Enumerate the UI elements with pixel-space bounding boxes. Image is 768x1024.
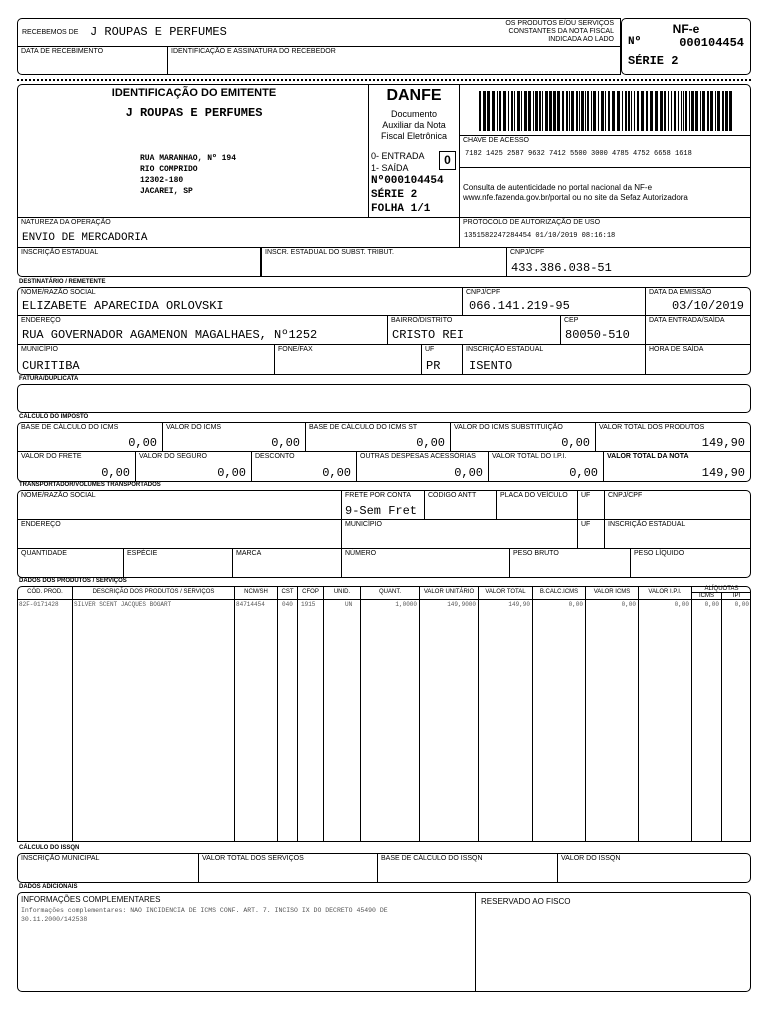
th-valor-total: VALOR TOTAL <box>485 589 526 595</box>
icms-value: 0,00 <box>271 436 300 450</box>
im-label: INSCRIÇÃO MUNICIPAL <box>21 855 100 862</box>
cut-line <box>17 79 751 81</box>
barcode-bar <box>539 91 541 131</box>
info-label: INFORMAÇÕES COMPLEMENTARES <box>21 895 161 904</box>
protocolo-value: 1351582247284454 01/10/2019 08:16:18 <box>464 232 616 240</box>
emissao-value: 03/10/2019 <box>671 299 744 313</box>
col-divider <box>721 592 722 842</box>
numero-prefix: Nº <box>628 36 642 48</box>
uf-value: PR <box>426 359 441 373</box>
barcode-bar <box>668 91 669 131</box>
th-ncm: NCM/SH <box>244 589 268 595</box>
produtos-table <box>17 586 751 842</box>
emitente-cnpj-label: CNPJ/CPF <box>510 249 545 256</box>
total-nota-label: VALOR TOTAL DA NOTA <box>607 453 689 460</box>
desconto-label: DESCONTO <box>255 453 295 460</box>
barcode-bar <box>492 91 495 131</box>
barcode-bar <box>545 91 548 131</box>
danfe-numero: Nº000104454 <box>371 175 444 187</box>
col-divider <box>638 586 639 842</box>
transp-nome-field <box>17 490 342 520</box>
col-divider <box>72 586 73 842</box>
desconto-value: 0,00 <box>322 466 351 480</box>
barcode-bar <box>528 91 531 131</box>
bc-icms-value: 0,00 <box>128 436 157 450</box>
issqn-section: CÁLCULO DO ISSQN <box>19 845 80 851</box>
frete-conta-field <box>341 490 425 520</box>
barcode-bar <box>605 91 606 131</box>
barcode-bar <box>660 91 663 131</box>
total-produtos-label: VALOR TOTAL DOS PRODUTOS <box>599 424 705 431</box>
barcode-bar <box>655 91 658 131</box>
barcode-bar <box>549 91 552 131</box>
barcode-bar <box>587 91 589 131</box>
info-line2: 30.11.2000/142538 <box>21 916 88 923</box>
especie-field <box>123 548 233 578</box>
barcode-bar <box>593 91 596 131</box>
consulta-box <box>459 167 751 218</box>
barcode-bar <box>717 91 720 131</box>
ipi-field <box>488 451 604 482</box>
bairro-label: BAIRRO/DISTRITO <box>391 317 453 324</box>
col-divider <box>297 586 298 842</box>
danfe-box <box>368 84 460 218</box>
total-produtos-field <box>595 422 751 452</box>
info-line1: Informações complementares: NAO INCIDENCIA DE ICMS CONF. ART. 7. INCISO IX DO DECRETO 45490 DE <box>21 907 388 914</box>
transp-endereco-field <box>17 519 342 549</box>
th-valor-unitario: VALOR UNITÁRIO <box>423 589 475 595</box>
data-recebimento-label: DATA DE RECEBIMENTO <box>21 48 104 55</box>
emitente-box <box>17 84 369 218</box>
bc-st-value: 0,00 <box>416 436 445 450</box>
dest-ie-field <box>462 344 646 375</box>
valor-issqn-field <box>557 853 751 883</box>
antt-field <box>424 490 497 520</box>
barcode-bar <box>664 91 666 131</box>
transp-endereco-label: ENDEREÇO <box>21 521 61 528</box>
barcode-bar <box>591 91 592 131</box>
ie-field <box>17 247 261 277</box>
col-divider <box>478 586 479 842</box>
numero-field <box>341 548 510 578</box>
danfe-serie: SÉRIE 2 <box>371 189 418 201</box>
bc-issqn-field <box>377 853 558 883</box>
barcode-bar <box>617 91 620 131</box>
produtos-header-rule <box>18 599 750 600</box>
th-cfop: CFOP <box>302 589 319 595</box>
chave-label: CHAVE DE ACESSO <box>463 137 530 144</box>
barcode-bar <box>725 91 728 131</box>
barcode-bar <box>598 91 599 131</box>
danfe-title: DANFE <box>386 87 442 104</box>
bairro-field <box>387 315 561 345</box>
recebemos-label: RECEBEMOS DE <box>22 29 79 36</box>
bc-icms-field <box>17 422 163 452</box>
canhoto-serie: SÉRIE 2 <box>628 54 679 68</box>
adicionais-section: DADOS ADICIONAIS <box>19 884 78 890</box>
dest-nome-field <box>17 287 463 316</box>
chave-value: 7182 1425 2587 9632 7412 5500 3000 4785 4752 6658 1618 <box>465 150 692 158</box>
row-unid: UN <box>345 601 353 608</box>
dest-ie-value: ISENTO <box>469 359 513 373</box>
barcode-bar <box>634 91 635 131</box>
th-valor-icms: VALOR ICMS <box>593 589 631 595</box>
barcode-bar <box>612 91 615 131</box>
valor-issqn-label: VALOR DO ISSQN <box>561 855 621 862</box>
barcode-bar <box>671 91 672 131</box>
barcode-bar <box>566 91 568 131</box>
canhoto-emitente: J ROUPAS E PERFUMES <box>90 25 227 39</box>
emitente-cnpj-value: 433.386.038-51 <box>511 261 612 275</box>
th-unid: UNID. <box>333 589 351 595</box>
imposto-section: CÁLCULO DO IMPOSTO <box>19 414 89 420</box>
bairro-value: CRISTO REI <box>392 328 465 342</box>
th-valor-ipi: VALOR I.P.I. <box>648 589 682 595</box>
th-aliq-icms: ICMS <box>699 593 714 599</box>
info-text <box>21 906 388 924</box>
dest-nome-label: NOME/RAZÃO SOCIAL <box>21 289 96 296</box>
consulta-line1: Consulta de autenticidade no portal nacional da NF-e <box>463 183 653 192</box>
col-divider <box>234 586 235 842</box>
barcode-box <box>459 84 751 136</box>
barcode-bar <box>514 91 515 131</box>
frete-value: 0,00 <box>101 466 130 480</box>
barcode-bar <box>628 91 630 131</box>
produtos-section: DADOS DOS PRODUTOS / SERVIÇOS <box>19 578 127 584</box>
row-aliq-ipi: 0,00 <box>734 601 749 608</box>
row-quant: 1,0000 <box>395 601 417 608</box>
barcode-bar <box>511 91 513 131</box>
placa-field <box>496 490 578 520</box>
fatura-section: FATURA/DUPLICATA <box>19 376 79 382</box>
im-field <box>17 853 199 883</box>
barcode-bar <box>631 91 632 131</box>
quantidade-field <box>17 548 124 578</box>
barcode-bar <box>625 91 627 131</box>
col-divider <box>277 586 278 842</box>
barcode-bar <box>683 91 684 131</box>
peso-liquido-label: PESO LÍQUIDO <box>634 550 685 557</box>
danfe-folha: FOLHA 1/1 <box>371 203 431 215</box>
fone-field <box>274 344 422 375</box>
transp-ie-label: INSCRIÇÃO ESTADUAL <box>608 521 686 528</box>
th-aliq-ipi: IPI <box>732 593 741 599</box>
barcode-bar <box>571 91 574 131</box>
col-divider <box>360 586 361 842</box>
marca-field <box>232 548 342 578</box>
th-quant: QUANT. <box>378 589 401 595</box>
emitente-addr2: RIO COMPRIDO <box>140 165 198 174</box>
cep-label: CEP <box>564 317 579 324</box>
consulta-line2: www.nfe.fazenda.gov.br/portal ou no site da Sefaz Autorizadora <box>463 193 688 202</box>
fatura-box <box>17 384 751 413</box>
danfe-sub3: Fiscal Eletrônica <box>380 131 448 141</box>
total-nota-value: 149,90 <box>701 466 745 480</box>
frete-label: VALOR DO FRETE <box>21 453 82 460</box>
emitente-name: J ROUPAS E PERFUMES <box>125 106 263 120</box>
transp-uf2-field <box>577 519 605 549</box>
icms-st-value: 0,00 <box>561 436 590 450</box>
frete-conta-value: 9-Sem Fret <box>345 504 418 518</box>
consulta-text <box>463 183 688 203</box>
barcode-bar <box>487 91 490 131</box>
emitente-heading: IDENTIFICAÇÃO DO EMITENTE <box>111 87 277 99</box>
barcode-bar <box>503 91 506 131</box>
barcode-bar <box>646 91 648 131</box>
municipio-label: MUNICÍPIO <box>21 346 58 353</box>
col-divider <box>691 586 692 842</box>
barcode-bar <box>678 91 679 131</box>
barcode <box>479 91 733 131</box>
emissao-label: DATA DA EMISSÃO <box>649 289 712 296</box>
transp-municipio-label: MUNICÍPIO <box>345 521 382 528</box>
entrada-saida-label: DATA ENTRADA/SAÍDA <box>649 317 725 324</box>
nfe-title: NF-e <box>672 22 700 36</box>
barcode-bar <box>581 91 584 131</box>
canhoto-note <box>505 20 614 44</box>
ie-label: INSCRIÇÃO ESTADUAL <box>21 249 99 256</box>
seguro-field <box>135 451 252 482</box>
emissao-field <box>645 287 751 316</box>
barcode-bar <box>691 91 694 131</box>
identificacao-recebedor-label: IDENTIFICAÇÃO E ASSINATURA DO RECEBEDOR <box>171 48 336 55</box>
outras-value: 0,00 <box>454 466 483 480</box>
barcode-bar <box>479 91 481 131</box>
natureza-field <box>17 217 460 248</box>
frete-conta-label: FRETE POR CONTA <box>345 492 411 499</box>
row-aliq-icms: 0,00 <box>704 601 719 608</box>
barcode-bar <box>650 91 653 131</box>
col-divider <box>585 586 586 842</box>
barcode-bar <box>557 91 560 131</box>
barcode-bar <box>524 91 527 131</box>
fisco-label: RESERVADO AO FISCO <box>481 897 571 906</box>
row-valor-unitario: 149,9000 <box>447 601 476 608</box>
dest-cnpj-label: CNPJ/CPF <box>466 289 501 296</box>
servicos-field <box>198 853 378 883</box>
info-complementares-box <box>17 892 476 992</box>
canhoto-recebemos <box>17 18 621 47</box>
th-aliquotas: ALÍQUOTAS <box>704 586 739 592</box>
ie-st-field <box>261 247 507 277</box>
outras-label: OUTRAS DESPESAS ACESSÓRIAS <box>360 453 476 460</box>
barcode-bar <box>700 91 701 131</box>
tipo-box: 0 <box>439 151 456 170</box>
canhoto-note-line3: INDICADA AO LADO <box>548 36 614 43</box>
marca-label: MARCA <box>236 550 262 557</box>
transp-ie-field <box>604 519 751 549</box>
chave-acesso-field <box>459 135 751 168</box>
row-valor-icms: 0,00 <box>621 601 636 608</box>
barcode-bar <box>585 91 586 131</box>
uf-field <box>421 344 463 375</box>
icms-label: VALOR DO ICMS <box>166 424 222 431</box>
barcode-bar <box>674 91 676 131</box>
barcode-bar <box>576 91 578 131</box>
th-cod: CÓD. PROD. <box>27 589 63 595</box>
emitente-addr3: 12302-180 <box>140 176 184 185</box>
peso-bruto-field <box>509 548 631 578</box>
identificacao-recebedor-field[interactable] <box>167 46 621 75</box>
ipi-value: 0,00 <box>569 466 598 480</box>
emitente-cnpj-field <box>506 247 751 277</box>
municipio-value: CURITIBA <box>22 359 80 373</box>
row-bc-icms: 0,00 <box>568 601 583 608</box>
barcode-bar <box>622 91 623 131</box>
quantidade-label: QUANTIDADE <box>21 550 67 557</box>
barcode-bar <box>689 91 690 131</box>
desconto-field <box>251 451 357 482</box>
barcode-bar <box>601 91 604 131</box>
peso-bruto-label: PESO BRUTO <box>513 550 559 557</box>
data-recebimento-field[interactable] <box>17 46 168 75</box>
seguro-label: VALOR DO SEGURO <box>139 453 207 460</box>
icms-field <box>162 422 306 452</box>
danfe-sub1: Documento <box>390 109 438 119</box>
dest-cnpj-field <box>462 287 646 316</box>
ipi-label: VALOR TOTAL DO I.P.I. <box>492 453 567 460</box>
barcode-bar <box>483 91 486 131</box>
barcode-bar <box>542 91 543 131</box>
natureza-value: ENVIO DE MERCADORIA <box>22 232 148 244</box>
dest-endereco-value: RUA GOVERNADOR AGAMENON MAGALHAES, Nº1252 <box>22 328 318 342</box>
barcode-bar <box>517 91 520 131</box>
hora-label: HORA DE SAÍDA <box>649 346 704 353</box>
barcode-bar <box>695 91 698 131</box>
especie-label: ESPÉCIE <box>127 550 158 557</box>
entrada-label: 0- ENTRADA <box>371 151 425 161</box>
outras-field <box>356 451 489 482</box>
barcode-bar <box>729 91 732 131</box>
transp-uf-field <box>577 490 605 520</box>
barcode-bar <box>562 91 564 131</box>
transp-cnpj-field <box>604 490 751 520</box>
protocolo-label: PROTOCOLO DE AUTORIZAÇÃO DE USO <box>463 219 601 226</box>
bc-issqn-label: BASE DE CÁLCULO DO ISSQN <box>381 855 483 862</box>
total-produtos-value: 149,90 <box>701 436 745 450</box>
barcode-bar <box>499 91 501 131</box>
uf-label: UF <box>425 346 435 353</box>
transp-municipio-field <box>341 519 578 549</box>
transportador-section: TRANSPORTADOR/VOLUMES TRANSPORTADOS <box>19 482 161 488</box>
row-cod: 82F-0171428 <box>19 601 59 608</box>
canhoto-numero: 000104454 <box>679 36 744 50</box>
dest-endereco-label: ENDEREÇO <box>21 317 61 324</box>
numero-label: NÚMERO <box>345 550 377 557</box>
canhoto-nfe <box>621 18 751 75</box>
emitente-address <box>140 153 236 197</box>
natureza-label: NATUREZA DA OPERAÇÃO <box>21 219 111 226</box>
antt-label: CÓDIGO ANTT <box>428 492 477 499</box>
barcode-bar <box>508 91 509 131</box>
row-valor-ipi: 0,00 <box>674 601 689 608</box>
placa-label: PLACA DO VEÍCULO <box>500 492 568 499</box>
peso-liquido-field <box>630 548 751 578</box>
th-cst: CST <box>281 589 294 595</box>
canhoto-note-line1: OS PRODUTOS E/OU SERVIÇOS <box>505 20 614 27</box>
bc-icms-label: BASE DE CÁLCULO DO ICMS <box>21 424 119 431</box>
emitente-addr1: RUA MARANHAO, Nº 194 <box>140 154 237 163</box>
barcode-bar <box>641 91 644 131</box>
protocolo-field <box>459 217 751 248</box>
saida-label: 1- SAÍDA <box>371 163 409 173</box>
bc-st-label: BASE DE CÁLCULO DO ICMS ST <box>309 424 418 431</box>
row-cfop: 1915 <box>301 601 316 608</box>
dest-endereco-field <box>17 315 388 345</box>
icms-st-label: VALOR DO ICMS SUBSTITUIÇÃO <box>454 424 563 431</box>
barcode-bar <box>608 91 610 131</box>
row-cst: 040 <box>282 601 293 608</box>
dest-cnpj-value: 066.141.219-95 <box>469 299 570 313</box>
barcode-bar <box>569 91 570 131</box>
frete-field <box>17 451 136 482</box>
total-nota-field <box>603 451 751 482</box>
danfe-subtitle <box>369 109 459 142</box>
bc-st-field <box>305 422 451 452</box>
seguro-value: 0,00 <box>217 466 246 480</box>
cep-value: 80050-510 <box>565 328 630 342</box>
barcode-bar <box>535 91 538 131</box>
row-descricao: SILVER SCENT JACQUES BOGART <box>74 601 172 608</box>
barcode-bar <box>579 91 580 131</box>
ie-st-label: INSCR. ESTADUAL DO SUBST. TRIBUT. <box>265 249 395 256</box>
reservado-fisco-box <box>475 892 751 992</box>
hora-field <box>645 344 751 375</box>
transp-uf2-label: UF <box>581 521 591 528</box>
barcode-bar <box>715 91 716 131</box>
transp-nome-label: NOME/RAZÃO SOCIAL <box>21 492 96 499</box>
col-divider <box>323 586 324 842</box>
dest-nome-value: ELIZABETE APARECIDA ORLOVSKI <box>22 299 224 313</box>
barcode-bar <box>533 91 534 131</box>
transp-cnpj-label: CNPJ/CPF <box>608 492 643 499</box>
barcode-bar <box>685 91 687 131</box>
destinatario-section: DESTINATÁRIO / REMETENTE <box>19 279 106 285</box>
col-divider <box>419 586 420 842</box>
fone-label: FONE/FAX <box>278 346 313 353</box>
barcode-bar <box>681 91 682 131</box>
icms-st-field <box>450 422 596 452</box>
servicos-label: VALOR TOTAL DOS SERVIÇOS <box>202 855 304 862</box>
transp-uf-label: UF <box>581 492 591 499</box>
barcode-bar <box>710 91 713 131</box>
barcode-bar <box>722 91 724 131</box>
barcode-bar <box>637 91 639 131</box>
barcode-bar <box>553 91 556 131</box>
th-bc-icms: B.CALC.ICMS <box>539 589 579 595</box>
barcode-bar <box>497 91 498 131</box>
barcode-bar <box>707 91 709 131</box>
row-valor-total: 149,90 <box>508 601 530 608</box>
emitente-addr4: JACAREI, SP <box>140 187 193 196</box>
cep-field <box>560 315 646 345</box>
row-ncm: 84714454 <box>236 601 265 608</box>
barcode-bar <box>702 91 705 131</box>
th-descricao: DESCRIÇÃO DOS PRODUTOS / SERVIÇOS <box>92 589 215 595</box>
barcode-bar <box>521 91 522 131</box>
dest-ie-label: INSCRIÇÃO ESTADUAL <box>466 346 544 353</box>
col-divider <box>532 586 533 842</box>
entrada-saida-field <box>645 315 751 345</box>
municipio-field <box>17 344 275 375</box>
canhoto-note-line2: CONSTANTES DA NOTA FISCAL <box>508 28 614 35</box>
danfe-sub2: Auxiliar da Nota <box>382 120 446 130</box>
